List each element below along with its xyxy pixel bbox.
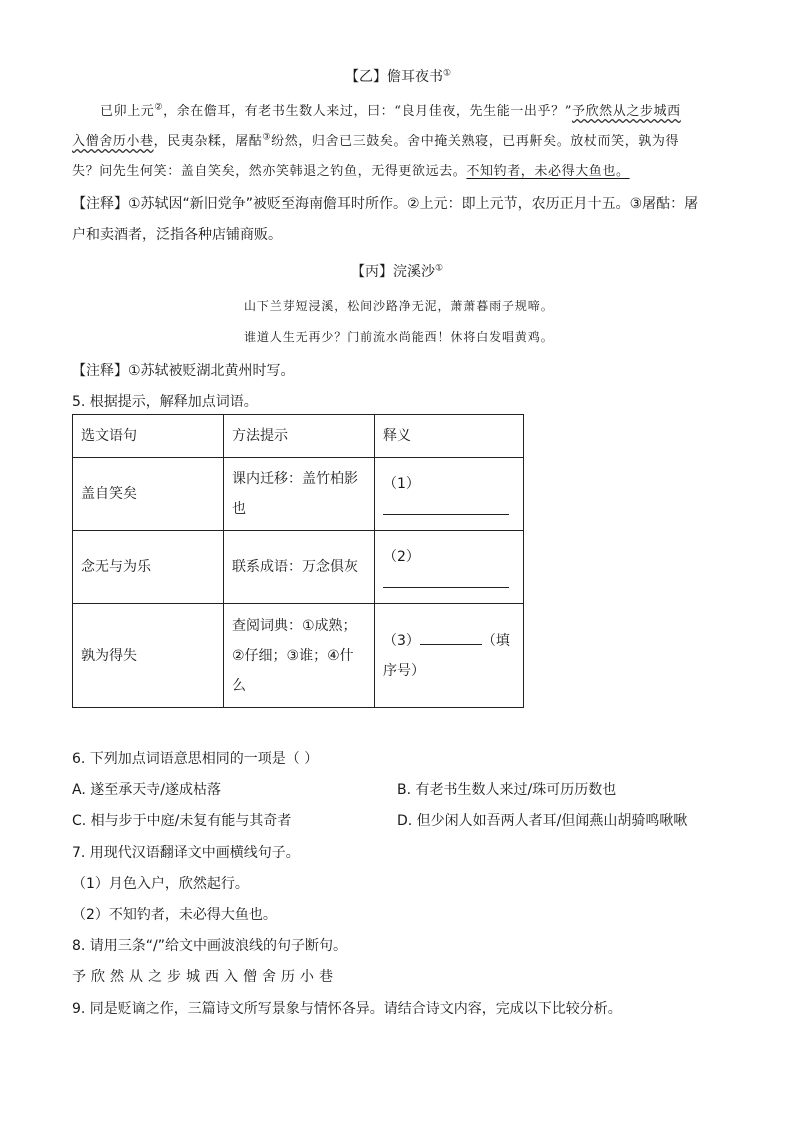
poem-line-2: 谁道人生无再少？门前流水尚能西！休将白发唱黄鸡。 [244, 330, 554, 344]
table-row [73, 458, 524, 531]
hint-text: 课内迁移：盖竹柏影 [232, 471, 358, 487]
answer-hint: （填 [481, 632, 510, 649]
bing-bracket: 【丙】 [351, 264, 393, 280]
question-5-table [72, 414, 524, 708]
yi-annotation-line-1: 【注释】①苏轼因“新旧党争”被贬至海南儋耳时所作。②上元：即上元节，农历正月十五。③屠酤：屠 [72, 196, 699, 212]
yi-passage-line-1 [100, 100, 681, 119]
answer-cell [375, 458, 524, 531]
yi-text: ，民夷杂糅，屠酤 [153, 134, 263, 149]
table-header-cell: 释义 [375, 415, 524, 458]
yi-text: 纷然，归舍已三鼓矣。舍中掩关熟寝，已再鼾矣。放杖而笑，孰为得 [271, 134, 680, 149]
answer-label: （3） [383, 632, 420, 649]
table-row [73, 604, 524, 708]
hint-text: 查阅词典：①成熟； [232, 617, 357, 634]
question-9-stem: 9. 同是贬谪之作，三篇诗文所写景象与情怀各异。请结合诗文内容，完成以下比较分析。 [72, 1001, 622, 1017]
bing-title: 浣溪沙 [393, 264, 435, 280]
question-7-sentence-1: （1）月色入户，欣然起行。 [72, 876, 249, 892]
answer-cell [375, 604, 524, 708]
yi-passage-line-3 [72, 160, 630, 179]
answer-label: （2） [383, 549, 420, 565]
wavy-sentence-part-2: 入僧舍历小巷 [72, 134, 154, 149]
table-header-cell: 选文语句 [73, 415, 224, 458]
yi-title-note: ① [443, 68, 452, 79]
option-a[interactable]: A. 遂至承天寺/遂成枯落 [72, 782, 221, 798]
underlined-sentence: 不知钓者，未必得大鱼也。 [466, 164, 630, 179]
poem-line-1: 山下兰芽短浸溪，松间沙路净无泥，萧萧暮雨子规啼。 [244, 299, 554, 313]
hint-text: 也 [232, 501, 246, 517]
yi-text: 失？问先生何笑：盖自笑矣，然亦笑韩退之钓鱼，无得更欲远去。 [72, 164, 467, 179]
answer-cell [375, 531, 524, 604]
bing-title-note: ① [435, 263, 444, 274]
sentence-cell: 盖自笑矣 [73, 458, 224, 531]
question-8-stem: 8. 请用三条“/”给文中画波浪线的句子断句。 [72, 938, 348, 954]
hint-cell [224, 604, 375, 708]
sentence-cell: 孰为得失 [73, 604, 224, 708]
yi-passage-line-2 [72, 130, 679, 149]
answer-blank-2[interactable] [383, 572, 515, 592]
note-marker: ② [154, 102, 164, 113]
yi-title: 儋耳夜书 [387, 69, 443, 85]
hint-text: ②仔细；③谁；④什 [232, 647, 354, 664]
question-7-stem: 7. 用现代汉语翻译文中画横线句子。 [72, 845, 300, 861]
note-marker: ③ [262, 132, 272, 143]
sentence-cell: 念无与为乐 [73, 531, 224, 604]
table-row [73, 531, 524, 604]
option-d[interactable]: D. 但少闲人如吾两人者耳/但闻燕山胡骑鸣啾啾 [397, 813, 688, 829]
option-c[interactable]: C. 相与步于中庭/未复有能与其奇者 [72, 813, 292, 829]
yi-annotation-line-2: 户和卖酒者，泛指各种店铺商贩。 [72, 227, 282, 243]
yi-text: ，余在儋耳，有老书生数人来过，曰：“良月佳夜，先生能一出乎？” [163, 104, 572, 119]
hint-cell [224, 458, 375, 531]
table-header-row [73, 415, 524, 458]
answer-blank-1[interactable] [383, 499, 515, 519]
question-6-stem: 6. 下列加点词语意思相同的一项是（ ） [72, 751, 319, 767]
yi-bracket: 【乙】 [345, 69, 387, 85]
answer-label: （1） [383, 476, 420, 492]
yi-heading [345, 66, 451, 86]
option-b[interactable]: B. 有老书生数人来过/珠可历历数也 [397, 782, 617, 798]
answer-line [383, 626, 515, 656]
hint-text: 么 [232, 677, 246, 694]
yi-text: 已卯上元 [100, 104, 155, 119]
hint-cell: 联系成语：万念俱灰 [224, 531, 375, 604]
bing-heading [351, 261, 443, 281]
bing-annotation: 【注释】①苏轼被贬湖北黄州时写。 [72, 363, 295, 379]
question-8-sentence: 予欣然从之步城西入僧舍历小巷 [72, 969, 338, 985]
question-7-sentence-2: （2）不知钓者，未必得大鱼也。 [72, 907, 277, 923]
question-5-stem: 5. 根据提示，解释加点词语。 [72, 394, 258, 410]
wavy-sentence-part-1: 予欣然从之步城西 [571, 104, 681, 119]
table-header-cell: 方法提示 [224, 415, 375, 458]
answer-hint: 序号） [383, 662, 425, 679]
answer-blank-3[interactable] [420, 630, 482, 645]
